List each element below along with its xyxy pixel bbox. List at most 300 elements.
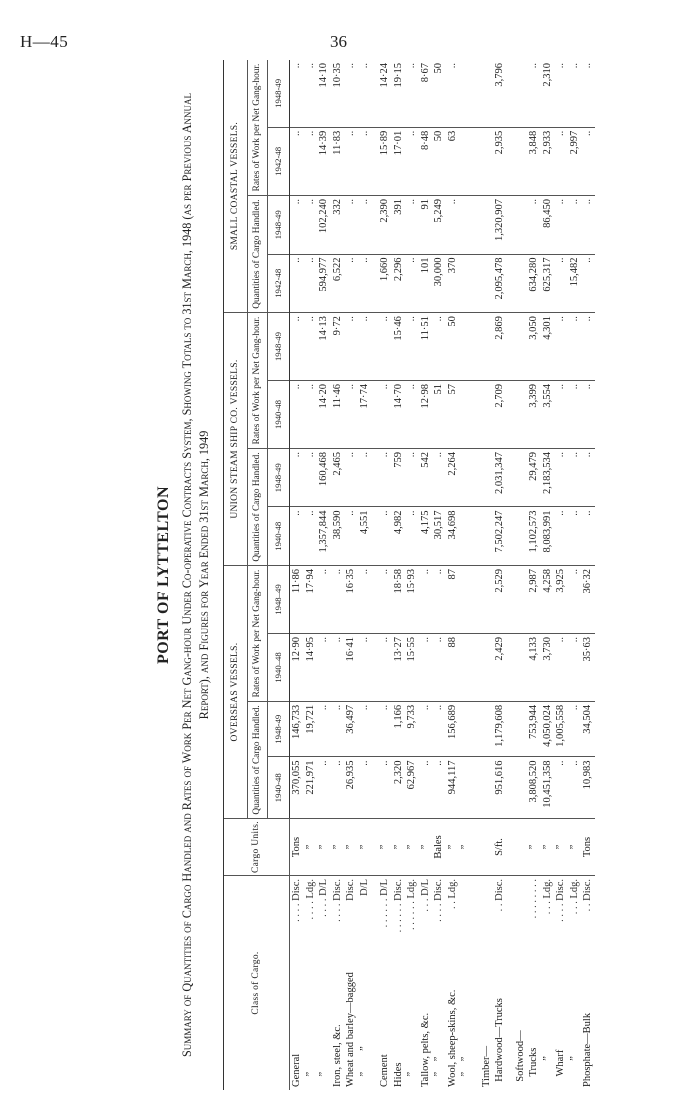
value-cell: [459, 313, 473, 381]
value-cell: 11·86: [290, 566, 304, 634]
operation-label: . . Disc.: [582, 879, 593, 912]
value-cell: [459, 701, 473, 757]
value-cell: [473, 507, 494, 566]
value-cell: ..: [554, 313, 568, 381]
value-cell: [507, 701, 528, 757]
table-row: [507, 60, 528, 1090]
value-cell: [459, 566, 473, 634]
value-cell: 11·51: [419, 313, 433, 381]
value-cell: 1,320,907: [493, 195, 507, 254]
value-cell: [473, 313, 494, 381]
value-cell: ..: [344, 195, 358, 254]
value-cell: [459, 633, 473, 701]
value-cell: 4,301: [541, 313, 555, 381]
cargo-unit-cell: ”: [446, 819, 460, 876]
value-cell: 753,944: [527, 701, 541, 757]
cargo-class-cell: [459, 876, 473, 1091]
cargo-class-cell: [432, 876, 446, 1091]
col-year: 1948-49: [268, 701, 290, 757]
value-cell: ..: [358, 566, 372, 634]
value-cell: ..: [371, 313, 392, 381]
value-cell: 594,977: [317, 254, 331, 313]
cargo-unit-cell: ”: [405, 819, 419, 876]
value-cell: 13·27: [392, 633, 406, 701]
value-cell: [459, 381, 473, 449]
value-cell: ..: [290, 254, 304, 313]
value-cell: 15·55: [405, 633, 419, 701]
value-cell: 3,399: [527, 381, 541, 449]
value-cell: [507, 381, 528, 449]
value-cell: ..: [419, 633, 433, 701]
value-cell: ..: [581, 254, 595, 313]
cargo-class-label: ”: [541, 1056, 553, 1087]
value-cell: 2,869: [493, 313, 507, 381]
cargo-class-label: ” ”: [358, 1046, 370, 1087]
value-cell: ..: [554, 633, 568, 701]
value-cell: 4,551: [358, 507, 372, 566]
value-cell: [459, 507, 473, 566]
operation-label: . . . . . . . .: [528, 879, 539, 919]
table-row: [554, 60, 568, 1090]
cargo-class-cell: [392, 876, 406, 1091]
value-cell: ..: [554, 381, 568, 449]
value-cell: 221,971: [304, 757, 318, 819]
value-cell: [507, 254, 528, 313]
value-cell: ..: [568, 60, 582, 127]
value-cell: 759: [392, 448, 406, 507]
col-rates: Rates of Work per Net Gang-hour.: [248, 313, 268, 449]
value-cell: 14·10: [317, 60, 331, 127]
table-row: [493, 60, 507, 1090]
table-row: [568, 60, 582, 1090]
value-cell: ..: [290, 507, 304, 566]
value-cell: 2,183,534: [541, 448, 555, 507]
group-small-coastal-vessels: SMALL COASTAL VESSELS.: [224, 60, 248, 313]
value-cell: 86,450: [541, 195, 555, 254]
value-cell: ..: [432, 757, 446, 819]
value-cell: [473, 633, 494, 701]
value-cell: ..: [317, 566, 331, 634]
value-cell: 14·20: [317, 381, 331, 449]
value-cell: 16·41: [344, 633, 358, 701]
value-cell: 146,733: [290, 701, 304, 757]
value-cell: ..: [331, 701, 345, 757]
value-cell: 7,502,247: [493, 507, 507, 566]
value-cell: 10·35: [331, 60, 345, 127]
value-cell: [507, 195, 528, 254]
cargo-unit-cell: ”: [459, 819, 473, 876]
value-cell: ..: [317, 757, 331, 819]
value-cell: 14·24: [371, 60, 392, 127]
operation-label: . . . Ldg.: [541, 879, 553, 915]
value-cell: 2,320: [392, 757, 406, 819]
value-cell: ..: [568, 195, 582, 254]
col-year: 1948-49: [268, 60, 290, 127]
cargo-class-label: Trucks: [528, 1047, 539, 1087]
value-cell: 10,451,358: [541, 757, 555, 819]
value-cell: [507, 60, 528, 127]
cargo-class-cell: [317, 876, 331, 1091]
value-cell: 4,133: [527, 633, 541, 701]
value-cell: 15·89: [371, 127, 392, 195]
table-row: [446, 60, 460, 1090]
value-cell: 17·74: [358, 381, 372, 449]
value-cell: [459, 195, 473, 254]
value-cell: ..: [358, 195, 372, 254]
value-cell: 2,429: [493, 633, 507, 701]
cargo-class-cell: [568, 876, 582, 1091]
value-cell: 2,095,478: [493, 254, 507, 313]
value-cell: [473, 127, 494, 195]
operation-label: . . . . Disc.: [331, 879, 343, 922]
value-cell: ..: [371, 633, 392, 701]
cargo-unit-cell: Tons: [581, 819, 595, 876]
operation-label: . . . . D/L: [318, 879, 329, 917]
cargo-unit-cell: ”: [527, 819, 541, 876]
value-cell: [507, 127, 528, 195]
value-cell: ..: [581, 195, 595, 254]
value-cell: ..: [527, 60, 541, 127]
value-cell: ..: [344, 254, 358, 313]
value-cell: 2,390: [371, 195, 392, 254]
value-cell: 2,264: [446, 448, 460, 507]
cargo-unit-cell: ”: [344, 819, 358, 876]
col-year: 1940-48: [268, 381, 290, 449]
page-title: PORT OF LYTTELTON: [155, 485, 172, 665]
value-cell: 14·70: [392, 381, 406, 449]
value-cell: ..: [304, 507, 318, 566]
value-cell: 14·95: [304, 633, 318, 701]
cargo-class-cell: [344, 876, 358, 1091]
value-cell: 542: [419, 448, 433, 507]
value-cell: 4,175: [419, 507, 433, 566]
table-row: [419, 60, 433, 1090]
value-cell: 1,179,608: [493, 701, 507, 757]
cargo-class-label: ” ”: [460, 1056, 471, 1087]
value-cell: ..: [290, 60, 304, 127]
value-cell: 3,554: [541, 381, 555, 449]
cargo-class-label: Wheat and barley—bagged: [345, 972, 356, 1087]
value-cell: ..: [371, 701, 392, 757]
value-cell: [473, 757, 494, 819]
value-cell: ..: [432, 633, 446, 701]
value-cell: ..: [554, 448, 568, 507]
value-cell: 50: [446, 313, 460, 381]
value-cell: 15·93: [405, 566, 419, 634]
value-cell: [459, 757, 473, 819]
value-cell: ..: [568, 313, 582, 381]
cargo-class-cell: [358, 876, 372, 1091]
value-cell: ..: [568, 507, 582, 566]
col-year: 1940-48: [268, 757, 290, 819]
value-cell: 11·83: [331, 127, 345, 195]
value-cell: 2,933: [541, 127, 555, 195]
operation-label: Disc.: [345, 879, 356, 901]
cargo-unit-cell: ”: [568, 819, 582, 876]
value-cell: 50: [432, 60, 446, 127]
value-cell: 625,317: [541, 254, 555, 313]
value-cell: 101: [419, 254, 433, 313]
table-body: [290, 60, 595, 1090]
value-cell: ..: [344, 507, 358, 566]
table-row: [358, 60, 372, 1090]
col-year: 1942-48: [268, 254, 290, 313]
cargo-class-cell: [446, 876, 460, 1091]
cargo-class-label: ”: [568, 1056, 580, 1087]
value-cell: 4,982: [392, 507, 406, 566]
value-cell: 3,796: [493, 60, 507, 127]
value-cell: ..: [358, 127, 372, 195]
value-cell: 2,997: [568, 127, 582, 195]
cargo-class-label: Tallow, pelts, &c.: [419, 1012, 431, 1087]
value-cell: ..: [419, 701, 433, 757]
value-cell: ..: [432, 566, 446, 634]
col-class-of-cargo: Class of Cargo.: [224, 876, 290, 1091]
value-cell: 2,709: [493, 381, 507, 449]
cargo-class-label: Phosphate—Bulk: [582, 1012, 593, 1087]
table-row: [581, 60, 595, 1090]
value-cell: 4,258: [541, 566, 555, 634]
cargo-unit-cell: ”: [554, 819, 568, 876]
value-cell: ..: [405, 127, 419, 195]
cargo-unit-cell: ”: [419, 819, 433, 876]
col-year: 1948–49: [268, 566, 290, 634]
value-cell: 63: [446, 127, 460, 195]
value-cell: 12·90: [290, 633, 304, 701]
value-cell: 19·15: [392, 60, 406, 127]
col-quantities: Quantities of Cargo Handled.: [248, 701, 268, 818]
value-cell: 160,468: [317, 448, 331, 507]
value-cell: ..: [290, 381, 304, 449]
value-cell: 30,000: [432, 254, 446, 313]
table-row: [317, 60, 331, 1090]
value-cell: 14·13: [317, 313, 331, 381]
value-cell: ..: [568, 381, 582, 449]
value-cell: ..: [304, 195, 318, 254]
cargo-unit-cell: [507, 819, 528, 876]
table-row: [331, 60, 345, 1090]
value-cell: 9,733: [405, 701, 419, 757]
value-cell: [473, 448, 494, 507]
value-cell: ..: [568, 448, 582, 507]
value-cell: ..: [419, 566, 433, 634]
value-cell: 88: [446, 633, 460, 701]
value-cell: ..: [304, 313, 318, 381]
value-cell: [507, 633, 528, 701]
value-cell: ..: [290, 195, 304, 254]
value-cell: [507, 448, 528, 507]
value-cell: ..: [405, 507, 419, 566]
cargo-class-cell: [527, 876, 541, 1091]
value-cell: 2,310: [541, 60, 555, 127]
group-overseas-vessels: OVERSEAS VESSELS.: [224, 566, 248, 819]
value-cell: 26,935: [344, 757, 358, 819]
cargo-unit-cell: ”: [541, 819, 555, 876]
cargo-class-cell: [304, 876, 318, 1091]
cargo-unit-cell: ”: [358, 819, 372, 876]
col-year: 1948-49: [268, 448, 290, 507]
cargo-class-label: Iron, steel, &c.: [331, 1024, 343, 1087]
value-cell: ..: [554, 195, 568, 254]
value-cell: [507, 757, 528, 819]
page-subtitle: Summary of Quantities of Cargo Handled and Rates of Work Per Net Gang-hour Under Co-operative Contracts System, Showing Totals to 31st March, 1948 (as per Previous Annual Report), and Figures for Year Ended 31st March, 1949: [180, 92, 211, 1058]
col-year: 1942-48: [268, 127, 290, 195]
table-row: [405, 60, 419, 1090]
value-cell: ..: [304, 448, 318, 507]
value-cell: 8·48: [419, 127, 433, 195]
cargo-class-label: Wharf: [555, 1049, 566, 1087]
value-cell: 51: [432, 381, 446, 449]
value-cell: [473, 60, 494, 127]
value-cell: 16·35: [344, 566, 358, 634]
cargo-class-label: ”: [318, 1071, 329, 1087]
value-cell: ..: [554, 127, 568, 195]
operation-label: . . . . . . D/L: [379, 879, 390, 928]
value-cell: ..: [581, 507, 595, 566]
value-cell: [473, 195, 494, 254]
value-cell: [473, 701, 494, 757]
operation-label: . . Ldg.: [446, 879, 458, 910]
col-year: 1948-49: [268, 195, 290, 254]
value-cell: ..: [419, 757, 433, 819]
value-cell: 12·98: [419, 381, 433, 449]
col-year: 1948-49: [268, 313, 290, 381]
value-cell: ..: [581, 127, 595, 195]
cargo-unit-cell: Bales: [432, 819, 446, 876]
value-cell: ..: [581, 313, 595, 381]
value-cell: ..: [568, 633, 582, 701]
value-cell: 2,935: [493, 127, 507, 195]
value-cell: 87: [446, 566, 460, 634]
value-cell: ..: [405, 381, 419, 449]
value-cell: ..: [581, 448, 595, 507]
value-cell: 5,249: [432, 195, 446, 254]
value-cell: [473, 254, 494, 313]
table-row: [527, 60, 541, 1090]
value-cell: 944,117: [446, 757, 460, 819]
cargo-class-cell: [405, 876, 419, 1091]
value-cell: 36,497: [344, 701, 358, 757]
value-cell: 17·94: [304, 566, 318, 634]
value-cell: [459, 448, 473, 507]
value-cell: 19,721: [304, 701, 318, 757]
value-cell: 3,730: [541, 633, 555, 701]
cargo-class-label: Wool, sheep-skins, &c.: [446, 989, 458, 1087]
cargo-unit-cell: ”: [371, 819, 392, 876]
operation-label: . . . . . . Ldg.: [406, 879, 417, 931]
value-cell: 30,517: [432, 507, 446, 566]
value-cell: 10,983: [581, 757, 595, 819]
value-cell: 3,848: [527, 127, 541, 195]
value-cell: ..: [405, 313, 419, 381]
value-cell: ..: [554, 757, 568, 819]
col-year: 1940–48: [268, 633, 290, 701]
table-row: [473, 60, 494, 1090]
value-cell: 634,280: [527, 254, 541, 313]
value-cell: ..: [331, 757, 345, 819]
value-cell: [459, 60, 473, 127]
page-number: 36: [330, 32, 347, 51]
value-cell: 15,482: [568, 254, 582, 313]
col-quantities: Quantities of Cargo Handled.: [248, 195, 268, 312]
value-cell: 3,808,520: [527, 757, 541, 819]
cargo-unit-cell: [473, 819, 494, 876]
value-cell: ..: [432, 701, 446, 757]
value-cell: 951,616: [493, 757, 507, 819]
value-cell: ..: [371, 566, 392, 634]
value-cell: 8,083,991: [541, 507, 555, 566]
table-row: [432, 60, 446, 1090]
table-row: [290, 60, 304, 1090]
value-cell: ..: [405, 195, 419, 254]
value-cell: ..: [344, 313, 358, 381]
value-cell: 2,031,347: [493, 448, 507, 507]
value-cell: ..: [304, 60, 318, 127]
cargo-class-cell: [290, 876, 304, 1091]
cargo-unit-cell: ”: [392, 819, 406, 876]
value-cell: ..: [371, 448, 392, 507]
col-rates: Rates of Work per Net Gang-hour.: [248, 60, 268, 195]
cargo-class-cell: [581, 876, 595, 1091]
value-cell: 1,166: [392, 701, 406, 757]
value-cell: ..: [405, 254, 419, 313]
operation-label: . . . . Disc.: [433, 879, 444, 922]
cargo-class-cell: [473, 876, 494, 1091]
value-cell: 14·39: [317, 127, 331, 195]
value-cell: ..: [290, 127, 304, 195]
value-cell: 15·46: [392, 313, 406, 381]
value-cell: 3,050: [527, 313, 541, 381]
cargo-class-cell: [371, 876, 392, 1091]
value-cell: ..: [344, 127, 358, 195]
value-cell: ..: [371, 507, 392, 566]
value-cell: ..: [358, 633, 372, 701]
value-cell: 1,102,573: [527, 507, 541, 566]
value-cell: 34,698: [446, 507, 460, 566]
cargo-unit-cell: ”: [317, 819, 331, 876]
cargo-class-label: ”: [304, 1071, 316, 1087]
value-cell: 2,465: [331, 448, 345, 507]
cargo-class-label: General: [291, 1053, 302, 1087]
cargo-class-label: Hardwood—Trucks: [494, 998, 505, 1087]
table-row: [392, 60, 406, 1090]
cargo-summary-table: [223, 60, 595, 1090]
cargo-unit-cell: S/ft.: [493, 819, 507, 876]
operation-label: . . . D/L: [419, 879, 431, 912]
operation-label: . . Disc.: [494, 879, 505, 912]
value-cell: ..: [290, 313, 304, 381]
value-cell: [507, 507, 528, 566]
value-cell: [473, 381, 494, 449]
value-cell: ..: [344, 381, 358, 449]
value-cell: 370: [446, 254, 460, 313]
value-cell: ..: [331, 633, 345, 701]
value-cell: ..: [358, 313, 372, 381]
value-cell: 36·32: [581, 566, 595, 634]
value-cell: 2,987: [527, 566, 541, 634]
value-cell: 1,660: [371, 254, 392, 313]
rotated-content: [155, 60, 695, 1090]
value-cell: 4,050,024: [541, 701, 555, 757]
table-row: [304, 60, 318, 1090]
cargo-class-cell: [541, 876, 555, 1091]
operation-label: D/L: [358, 879, 370, 896]
value-cell: [507, 566, 528, 634]
table-row: [459, 60, 473, 1090]
value-cell: ..: [527, 195, 541, 254]
value-cell: ..: [358, 448, 372, 507]
value-cell: 38,590: [331, 507, 345, 566]
